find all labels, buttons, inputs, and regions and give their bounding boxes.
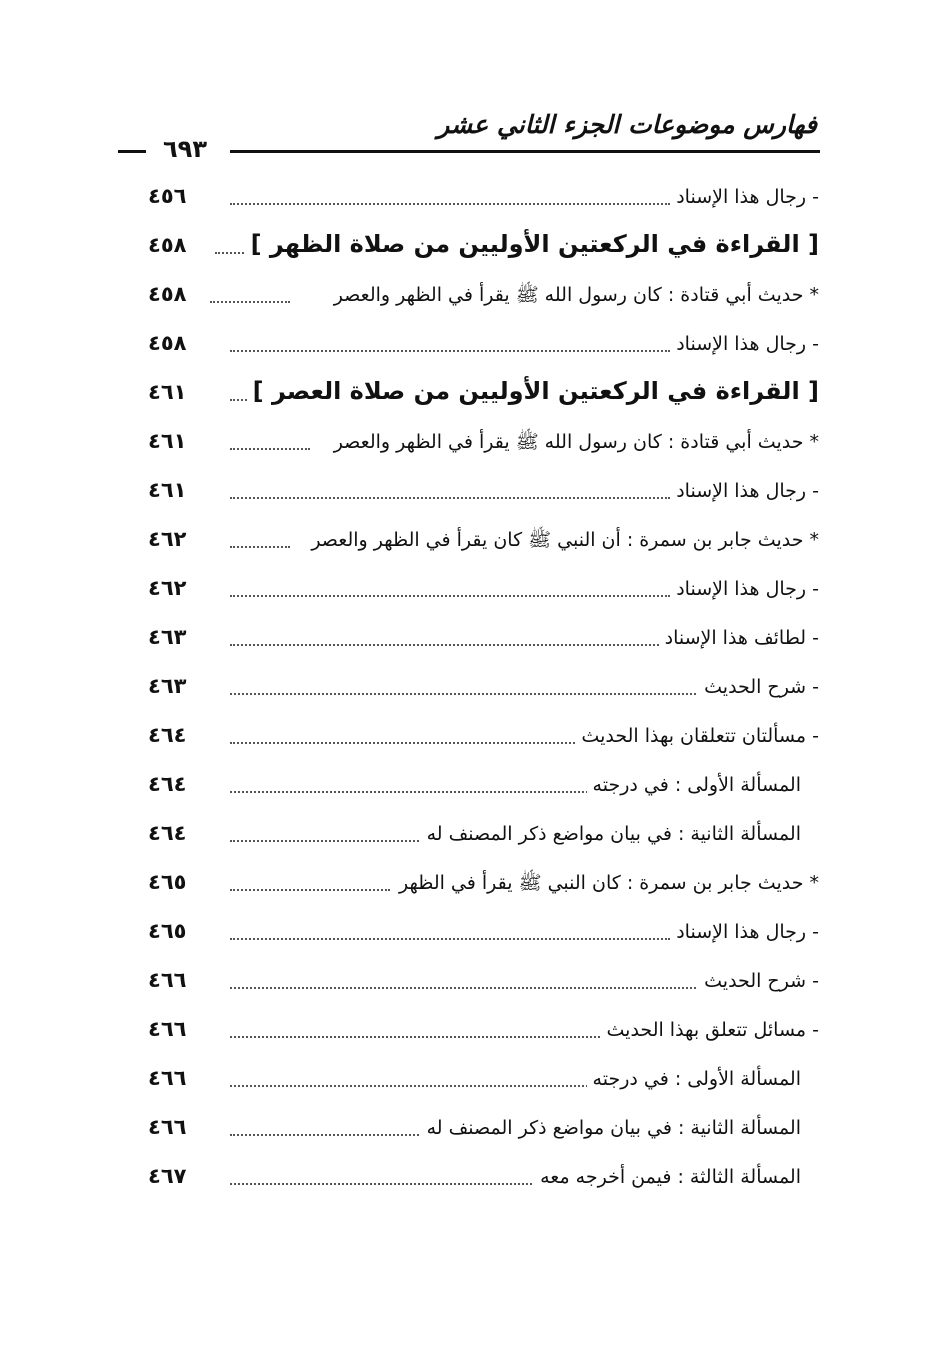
header-rule bbox=[230, 150, 820, 153]
running-header-title: فهارس موضوعات الجزء الثاني عشر bbox=[437, 110, 817, 139]
toc-row bbox=[0, 519, 939, 567]
toc-page-number: ٤٦٥ bbox=[148, 870, 187, 894]
leader-dots bbox=[230, 889, 390, 891]
toc-page-number: ٤٦٤ bbox=[148, 821, 187, 845]
toc-row bbox=[0, 274, 939, 322]
toc-page-number: ٤٦١ bbox=[148, 429, 187, 453]
toc-page-number: ٤٦٦ bbox=[148, 1066, 187, 1090]
toc-entry: * حديث جابر بن سمرة : أن النبي ﷺ كان يقرأ في الظهر والعصر bbox=[305, 525, 819, 555]
toc-row bbox=[0, 568, 939, 616]
toc-page-number: ٤٥٨ bbox=[148, 331, 187, 355]
toc-heading: [ القراءة في الركعتين الأوليين من صلاة الظهر ] bbox=[245, 227, 819, 261]
toc-row bbox=[0, 764, 939, 812]
leader-dots bbox=[230, 840, 430, 842]
leader-dots bbox=[230, 1036, 600, 1038]
toc-entry: - رجال هذا الإسناد bbox=[670, 476, 819, 506]
toc-row bbox=[0, 666, 939, 714]
leader-dots bbox=[230, 497, 670, 499]
toc-row bbox=[0, 813, 939, 861]
leader-dots bbox=[230, 987, 700, 989]
leader-dots bbox=[230, 448, 310, 450]
toc-row bbox=[0, 715, 939, 763]
toc-row bbox=[0, 1156, 939, 1204]
toc-row bbox=[0, 1009, 939, 1057]
leader-dots bbox=[230, 644, 670, 646]
toc-page-number: ٤٥٨ bbox=[148, 282, 187, 306]
toc-page-number: ٤٦٧ bbox=[148, 1164, 187, 1188]
toc-page-number: ٤٦٤ bbox=[148, 772, 187, 796]
toc-page-number: ٤٦١ bbox=[148, 478, 187, 502]
toc-entry: - شرح الحديث bbox=[698, 672, 819, 702]
leader-dots bbox=[230, 742, 590, 744]
toc-row bbox=[0, 225, 939, 273]
toc-entry: المسألة الثانية : في بيان مواضع ذكر المصنف له bbox=[421, 1113, 801, 1143]
toc-row bbox=[0, 862, 939, 910]
toc-row bbox=[0, 1058, 939, 1106]
toc-entry: - رجال هذا الإسناد bbox=[670, 329, 819, 359]
leader-dots bbox=[230, 1183, 540, 1185]
toc-page-number: ٤٦٣ bbox=[148, 674, 187, 698]
toc-row bbox=[0, 1107, 939, 1155]
leader-dots bbox=[230, 693, 700, 695]
toc-entry: المسألة الأولى : في درجته bbox=[587, 770, 801, 800]
toc-page-number: ٤٥٦ bbox=[148, 184, 187, 208]
toc-row bbox=[0, 176, 939, 224]
toc-row bbox=[0, 911, 939, 959]
toc-row bbox=[0, 470, 939, 518]
toc-page-number: ٤٦٢ bbox=[148, 576, 187, 600]
leader-dots bbox=[230, 938, 670, 940]
toc-entry: المسألة الثالثة : فيمن أخرجه معه bbox=[534, 1162, 801, 1192]
toc-entry: - مسألتان تتعلقان بهذا الحديث bbox=[575, 721, 819, 751]
page-number: ٦٩٣ bbox=[163, 135, 207, 163]
leader-dots bbox=[230, 203, 670, 205]
toc-page-number: ٤٦٤ bbox=[148, 723, 187, 747]
toc-page-number: ٤٦٣ bbox=[148, 625, 187, 649]
toc-entry: * حديث جابر بن سمرة : كان النبي ﷺ يقرأ في الظهر bbox=[393, 868, 819, 898]
leader-dots bbox=[230, 791, 600, 793]
toc-entry: - شرح الحديث bbox=[698, 966, 819, 996]
leader-dots bbox=[230, 350, 670, 352]
toc-page-number: ٤٦٢ bbox=[148, 527, 187, 551]
toc-entry: - رجال هذا الإسناد bbox=[670, 574, 819, 604]
toc-row bbox=[0, 323, 939, 371]
toc-entry: - رجال هذا الإسناد bbox=[670, 917, 819, 947]
leader-dots bbox=[230, 546, 290, 548]
toc-entry: * حديث أبي قتادة : كان رسول الله ﷺ يقرأ في الظهر والعصر bbox=[328, 427, 819, 457]
toc-page-number: ٤٦٦ bbox=[148, 968, 187, 992]
toc-entry: المسألة الثانية : في بيان مواضع ذكر المصنف له bbox=[421, 819, 801, 849]
toc-entry: * حديث أبي قتادة : كان رسول الله ﷺ يقرأ في الظهر والعصر bbox=[328, 280, 819, 310]
toc-entry: - رجال هذا الإسناد bbox=[670, 182, 819, 212]
toc-row bbox=[0, 421, 939, 469]
toc-page-number: ٤٦٥ bbox=[148, 919, 187, 943]
toc-page-number: ٤٦١ bbox=[148, 380, 187, 404]
toc-row bbox=[0, 372, 939, 420]
leader-dots bbox=[230, 1134, 430, 1136]
leader-dots bbox=[230, 595, 670, 597]
leader-dots bbox=[210, 301, 290, 303]
leader-dots bbox=[230, 1085, 600, 1087]
toc-page-number: ٤٦٦ bbox=[148, 1017, 187, 1041]
toc-entry: - لطائف هذا الإسناد bbox=[659, 623, 819, 653]
toc-entry: - مسائل تتعلق بهذا الحديث bbox=[601, 1015, 819, 1045]
toc-page-number: ٤٦٦ bbox=[148, 1115, 187, 1139]
toc-row bbox=[0, 617, 939, 665]
toc-page-number: ٤٥٨ bbox=[148, 233, 187, 257]
toc-entry: المسألة الأولى : في درجته bbox=[587, 1064, 801, 1094]
toc-heading: [ القراءة في الركعتين الأوليين من صلاة العصر ] bbox=[247, 374, 819, 408]
toc-row bbox=[0, 960, 939, 1008]
page-number-dash bbox=[118, 150, 146, 153]
